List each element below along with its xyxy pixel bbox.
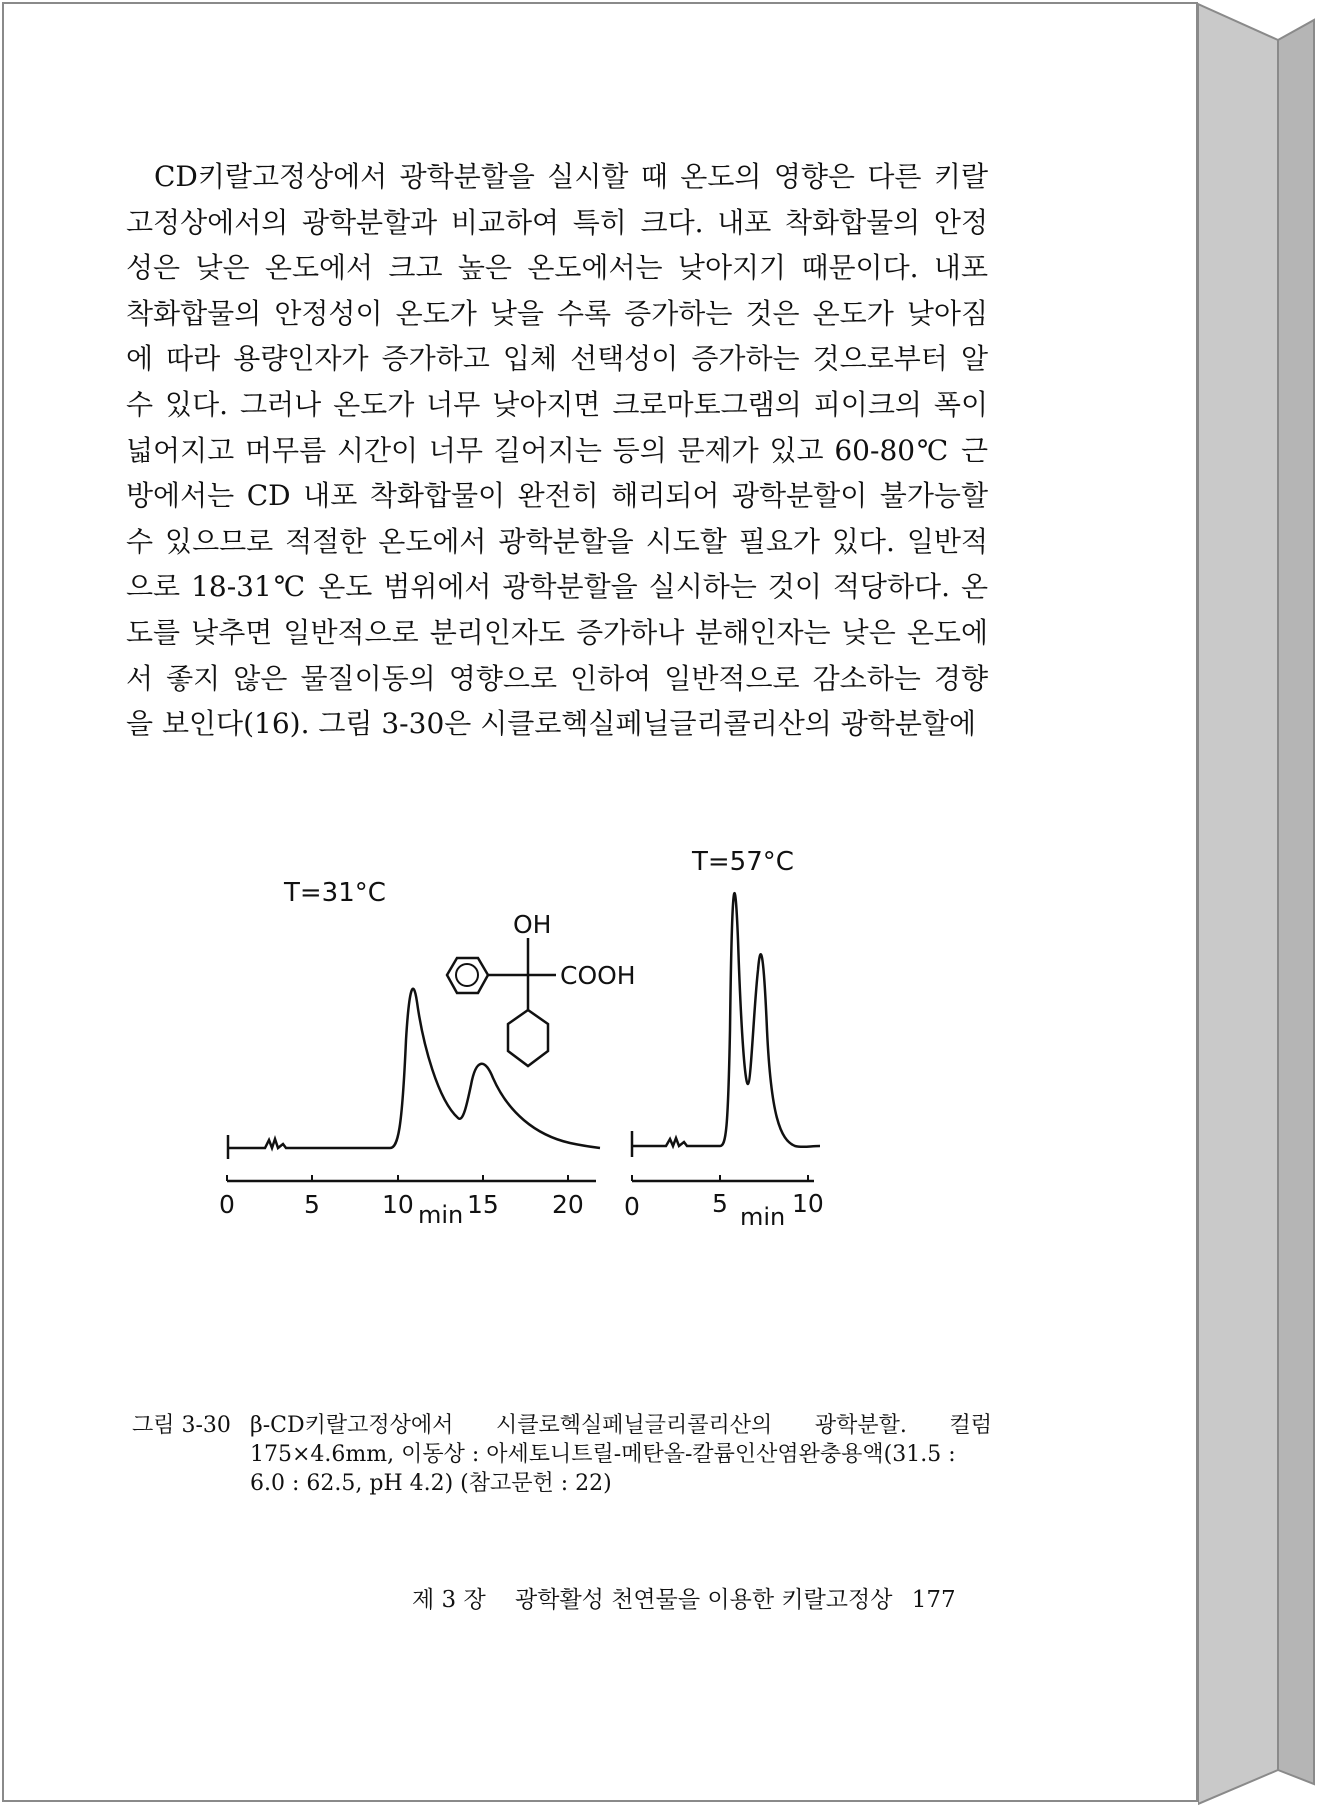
molecule-cooh-label: COOH [560,961,636,990]
body-line: 넓어지고 머무름 시간이 너무 길어지는 등의 문제가 있고 60-80℃ 근 [126,433,988,467]
left-tick-label: 15 [467,1190,499,1219]
left-axis-unit: min [418,1201,464,1229]
body-line: 수 있으므로 적절한 온도에서 광학분할을 시도할 필요가 있다. 일반적 [126,524,988,558]
body-line: 수 있다. 그러나 온도가 너무 낮아지면 크로마토그램의 피이크의 폭이 [126,387,988,421]
page-number: 177 [911,1587,956,1613]
page-footer [412,1581,956,1614]
caption-text [250,1411,992,1498]
left-temperature-label: T=31°C [284,878,386,908]
body-paragraph [126,154,988,747]
left-tick-label: 20 [552,1190,584,1219]
caption-line: β-CD키랄고정상에서 시클로헥실페닐글리콜리산의 광학분할. 컬럼 [250,1413,992,1438]
molecule-structure [447,910,636,1066]
right-x-axis [624,1175,824,1231]
body-line: 방에서는 CD 내포 착화합물이 완전히 해리되어 광학분할이 불가능할 [126,479,988,513]
body-line: 착화합물의 안정성이 온도가 낮을 수록 증가하는 것은 온도가 낮아짐 [126,296,988,330]
body-line: 으로 18-31℃ 온도 범위에서 광학분할을 실시하는 것이 적당하다. 온 [126,570,988,604]
caption-number: 그림 3-30 [132,1413,231,1438]
left-tick-label: 10 [382,1190,414,1219]
footer-chapter: 제 3 장 [412,1587,486,1613]
left-x-axis [219,1175,596,1229]
body-line: 성은 낮은 온도에서 크고 높은 온도에서는 낮아지기 때문이다. 내포 [126,251,988,285]
caption-line: 175×4.6mm, 이동상 : 아세토니트릴-메탄올-칼륨인산염완충용액(31.5 : [250,1442,956,1467]
right-tick-label: 10 [792,1189,824,1218]
chromatogram-svg [200,830,980,1405]
body-line: CD키랄고정상에서 광학분할을 실시할 때 온도의 영향은 다른 키랄 [154,160,988,193]
molecule-oh-label: OH [513,910,552,939]
body-line: 도를 낮추면 일반적으로 분리인자도 증가하나 분해인자는 낮은 온도에 [126,615,988,649]
left-tick-label: 5 [304,1190,320,1219]
right-tick-label: 5 [712,1189,728,1218]
right-chromatogram [632,893,820,1157]
body-line: 서 좋지 않은 물질이동의 영향으로 인하여 일반적으로 감소하는 경향 [126,661,988,695]
caption-line: 6.0 : 62.5, pH 4.2) (참고문헌 : 22) [250,1471,612,1496]
right-temperature-label: T=57°C [692,847,794,877]
chromatogram-figure [200,830,980,1405]
body-line: 에 따라 용량인자가 증가하고 입체 선택성이 증가하는 것으로부터 알 [126,342,988,376]
book-page-edge [1198,0,1318,1806]
left-chromatogram [228,989,600,1159]
body-line: 고정상에서의 광학분할과 비교하여 특히 크다. 내포 착화합물의 안정 [126,205,988,239]
right-tick-label: 0 [624,1192,640,1221]
body-line: 을 보인다(16). 그림 3-30은 시클로헥실페닐글리콜리산의 광학분할에 [126,707,976,741]
footer-title: 광학활성 천연물을 이용한 키랄고정상 [515,1587,893,1613]
left-tick-label: 0 [219,1190,235,1219]
right-axis-unit: min [740,1203,786,1231]
